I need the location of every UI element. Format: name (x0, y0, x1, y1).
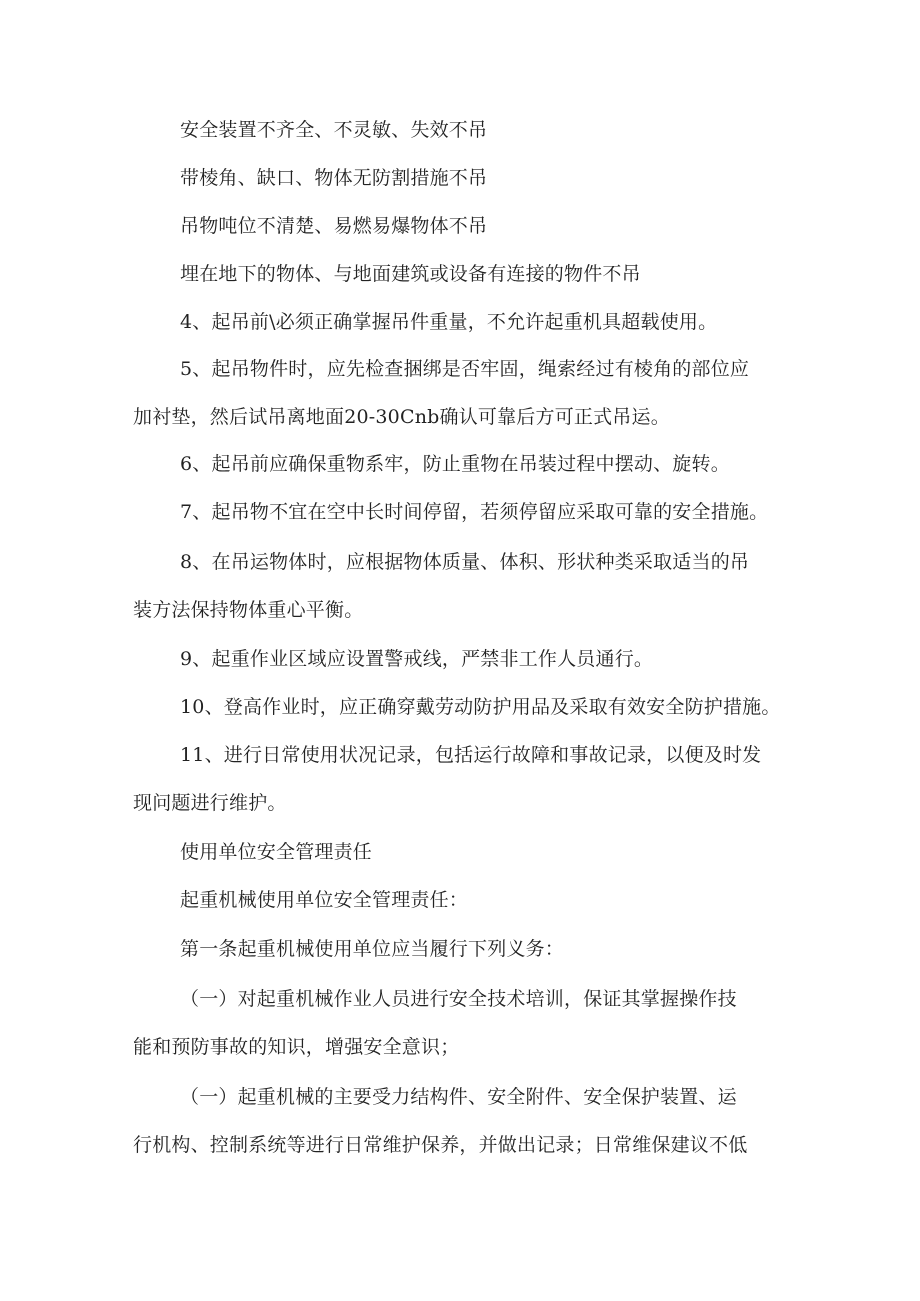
text-line: 安全装置不齐全、不灵敏、失效不吊 (180, 119, 488, 141)
text-line: 能和预防事故的知识，增强安全意识； (133, 1036, 460, 1058)
text-line: 8、在吊运物体时，应根据物体质量、体积、形状种类采取适当的吊 (180, 551, 750, 573)
text-line: （一）对起重机械作业人员进行安全技术培训，保证其掌握操作技 (180, 988, 737, 1010)
text-line: 4、起吊前\必须正确掌握吊件重量，不允许起重机具超载使用。 (180, 311, 718, 333)
text-line: 埋在地下的物体、与地面建筑或设备有连接的物件不吊 (180, 263, 641, 285)
text-line: 5、起吊物件时，应先检查捆绑是否牢固，绳索经过有棱角的部位应 (180, 358, 750, 380)
text-line: 第一条起重机械使用单位应当履行下列义务： (180, 938, 565, 960)
text-line: 吊物吨位不清楚、易燃易爆物体不吊 (180, 215, 488, 237)
text-line: 起重机械使用单位安全管理责任： (180, 889, 469, 911)
text-line: 7、起吊物不宜在空中长时间停留，若须停留应采取可靠的安全措施。 (180, 501, 769, 523)
text-line: 10、登高作业时，应正确穿戴劳动防护用品及采取有效安全防护措施。 (180, 696, 781, 718)
text-line: 装方法保持物体重心平衡。 (133, 599, 364, 621)
text-line: 9、起重作业区域应设置警戒线，严禁非工作人员通行。 (180, 648, 654, 670)
text-line: 加衬垫，然后试吊离地面20-30Cnb确认可靠后方可正式吊运。 (133, 406, 670, 428)
text-line: 带棱角、缺口、物体无防割措施不吊 (180, 167, 488, 189)
text-line: 行机构、控制系统等进行日常维护保养，并做出记录；日常维保建议不低 (133, 1134, 748, 1156)
section-heading: 使用单位安全管理责任 (180, 841, 373, 863)
text-line: （一）起重机械的主要受力结构件、安全附件、安全保护装置、运 (180, 1086, 737, 1108)
text-line: 6、起吊前应确保重物系牢，防止重物在吊装过程中摆动、旋转。 (180, 453, 730, 475)
text-line: 现问题进行维护。 (133, 792, 287, 814)
text-line: 11、进行日常使用状况记录，包括运行故障和事故记录，以便及时发 (180, 744, 762, 766)
